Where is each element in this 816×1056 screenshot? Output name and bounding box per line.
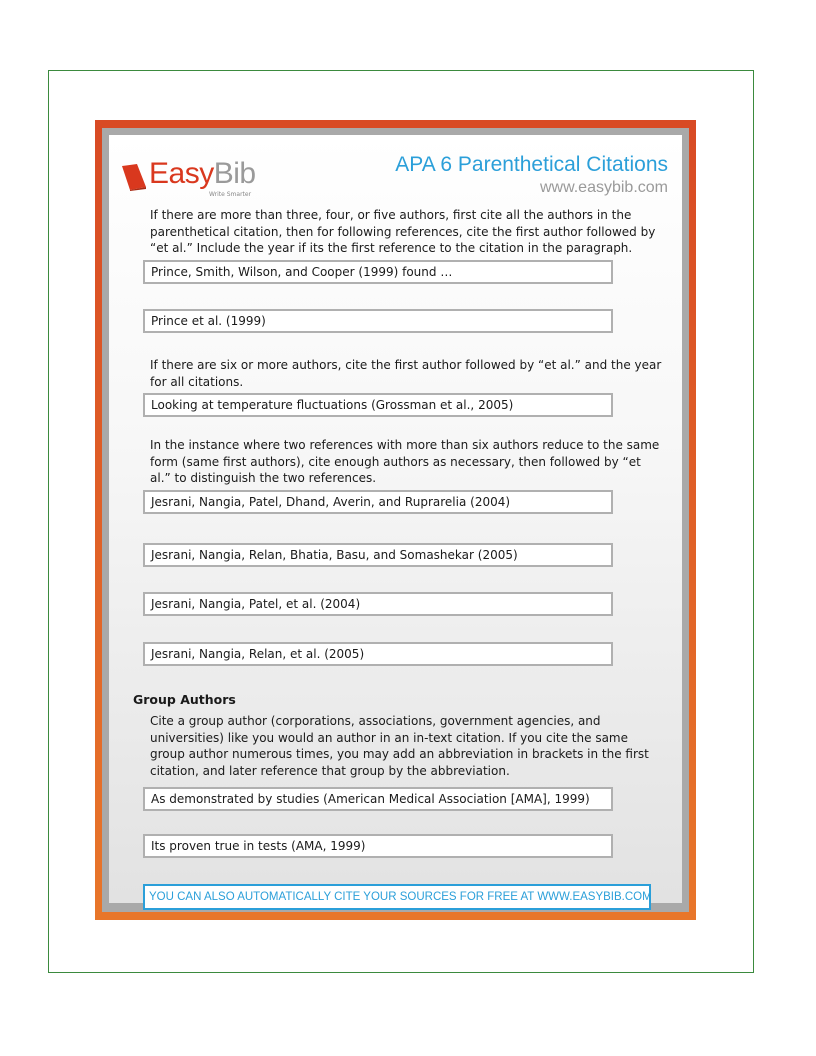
example-box: Jesrani, Nangia, Relan, et al. (2005): [143, 642, 613, 666]
example-box: Its proven true in tests (AMA, 1999): [143, 834, 613, 858]
example-box: Jesrani, Nangia, Patel, Dhand, Averin, and Ruprarelia (2004): [143, 490, 613, 514]
example-box: Prince et al. (1999): [143, 309, 613, 333]
example-box: As demonstrated by studies (American Medical Association [AMA], 1999): [143, 787, 613, 811]
paragraph-same-form: In the instance where two references with more than six authors reduce to the same form (same first authors), cite enough authors as necessary, then followed by “et al.” to distinguish the two references.: [150, 438, 660, 485]
easybib-logo: [121, 157, 271, 201]
paragraph-multiple-authors: If there are more than three, four, or five authors, first cite all the authors in the parenthetical citation, then for following references, cite the first author followed by “et al.” Include the year if its the first reference to the citation in the paragraph.: [150, 208, 656, 255]
example-box: Looking at temperature fluctuations (Grossman et al., 2005): [143, 393, 613, 417]
example-box: Prince, Smith, Wilson, and Cooper (1999) found …: [143, 260, 613, 284]
logo-wordmark: EasyBib: [149, 157, 256, 190]
page-title: APA 6 Parenthetical Citations: [395, 153, 668, 176]
logo-tagline: Write Smarter: [209, 191, 252, 198]
example-box: Jesrani, Nangia, Relan, Bhatia, Basu, and Somashekar (2005): [143, 543, 613, 567]
site-url: www.easybib.com: [539, 179, 668, 196]
card-body: [109, 135, 682, 903]
example-box: Jesrani, Nangia, Patel, et al. (2004): [143, 592, 613, 616]
paragraph-group-authors: Cite a group author (corporations, associations, government agencies, and universities) like you would an author in an in-text citation. If you cite the same group author numerous times, you may add an abbreviation in brackets in the first citation, and later reference that group by the abbreviation.: [150, 714, 649, 778]
card-gray-border: [102, 128, 689, 912]
paragraph-six-authors: If there are six or more authors, cite the first author followed by “et al.” and the year for all citations.: [150, 358, 662, 389]
section-heading-group-authors: Group Authors: [133, 692, 236, 707]
easybib-cta-link[interactable]: YOU CAN ALSO AUTOMATICALLY CITE YOUR SOURCES FOR FREE AT WWW.EASYBIB.COM: [143, 884, 651, 910]
book-logo-icon: [121, 163, 147, 191]
citation-card: [95, 120, 696, 920]
